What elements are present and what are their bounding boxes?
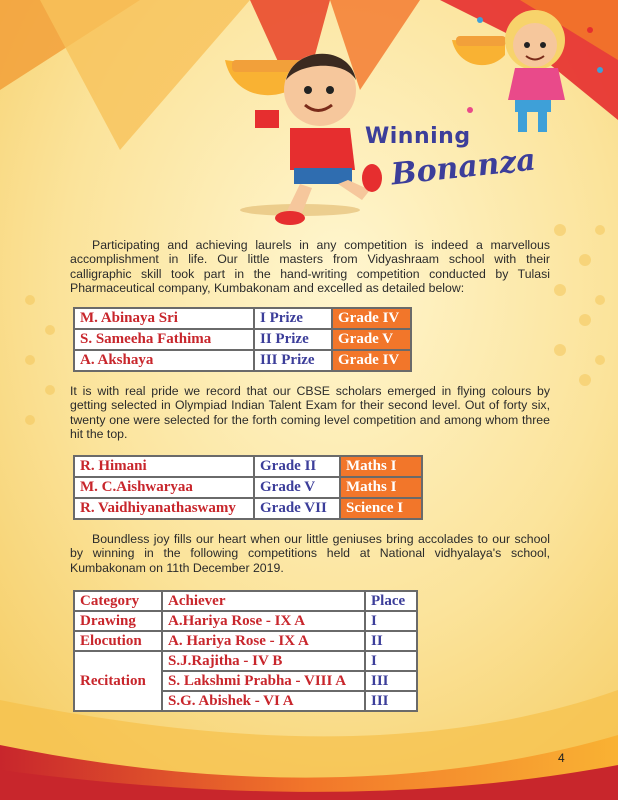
handwriting-results-table: [73, 307, 412, 372]
page-title: [355, 120, 538, 200]
prize-cell: I Prize: [254, 308, 332, 329]
grade-cell: Grade II: [254, 456, 340, 477]
table-row: [74, 498, 422, 519]
paragraph-1-text: Participating and achieving laurels in any competition is indeed a marvellous accomplishment in life. Our little masters from Vidyashraam school with their calligraphic skill took part in the hand-writing competition conducted by Tulasi Pharmaceutical company, Kumbakonam and excelled as detailed below:: [70, 238, 550, 296]
paragraph-3-text: Boundless joy fills our heart when our little geniuses bring accolades to our school by winning in the following competitions held at National vidhyalaya's school, Kumbakonam on 11th December 2019.: [70, 532, 550, 575]
category-cell: Recitation: [74, 651, 162, 711]
grade-cell: Grade V: [254, 477, 340, 498]
grade-cell: Grade VII: [254, 498, 340, 519]
olympiad-results-table: [73, 455, 423, 520]
student-name: M. Abinaya Sri: [74, 308, 254, 329]
table-row: [74, 477, 422, 498]
achiever-cell: S. Lakshmi Prabha - VIII A: [162, 671, 365, 691]
table-row: [74, 350, 411, 371]
student-name: A. Akshaya: [74, 350, 254, 371]
place-cell: I: [365, 651, 417, 671]
table-row: [74, 611, 417, 631]
achiever-cell: A.Hariya Rose - IX A: [162, 611, 365, 631]
table-row: [74, 329, 411, 350]
achiever-cell: S.G. Abishek - VI A: [162, 691, 365, 711]
category-cell: Elocution: [74, 631, 162, 651]
place-cell: I: [365, 611, 417, 631]
place-cell: II: [365, 631, 417, 651]
title-line-2: Bonanza: [389, 142, 538, 193]
prize-cell: III Prize: [254, 350, 332, 371]
grade-cell: Grade V: [332, 329, 411, 350]
grade-cell: Grade IV: [332, 350, 411, 371]
achiever-cell: A. Hariya Rose - IX A: [162, 631, 365, 651]
table-header-row: [74, 591, 417, 611]
student-name: R. Himani: [74, 456, 254, 477]
paragraph-1: [70, 238, 550, 296]
table-row: [74, 308, 411, 329]
achiever-cell: S.J.Rajitha - IV B: [162, 651, 365, 671]
competition-results-table: [73, 590, 418, 712]
header-achiever: Achiever: [162, 591, 365, 611]
category-cell: Drawing: [74, 611, 162, 631]
table-row: [74, 631, 417, 651]
page-number: 4: [558, 751, 565, 765]
place-cell: III: [365, 691, 417, 711]
subject-cell: Science I: [340, 498, 422, 519]
header-category: Category: [74, 591, 162, 611]
student-name: S. Sameeha Fathima: [74, 329, 254, 350]
title-line-1: Winning: [365, 124, 471, 149]
student-name: M. C.Aishwaryaa: [74, 477, 254, 498]
prize-cell: II Prize: [254, 329, 332, 350]
paragraph-2: It is with real pride we record that our CBSE scholars emerged in flying colours by getting selected in Olympiad Indian Talent Exam for their second level. Out of forty six, twenty one were selected for the forth coming level competition and among whom three hit the top.: [70, 384, 550, 442]
table-row: [74, 456, 422, 477]
student-name: R. Vaidhiyanathaswamy: [74, 498, 254, 519]
paragraph-3: [70, 532, 550, 575]
subject-cell: Maths I: [340, 477, 422, 498]
grade-cell: Grade IV: [332, 308, 411, 329]
place-cell: III: [365, 671, 417, 691]
table-row: [74, 651, 417, 671]
subject-cell: Maths I: [340, 456, 422, 477]
header-place: Place: [365, 591, 417, 611]
